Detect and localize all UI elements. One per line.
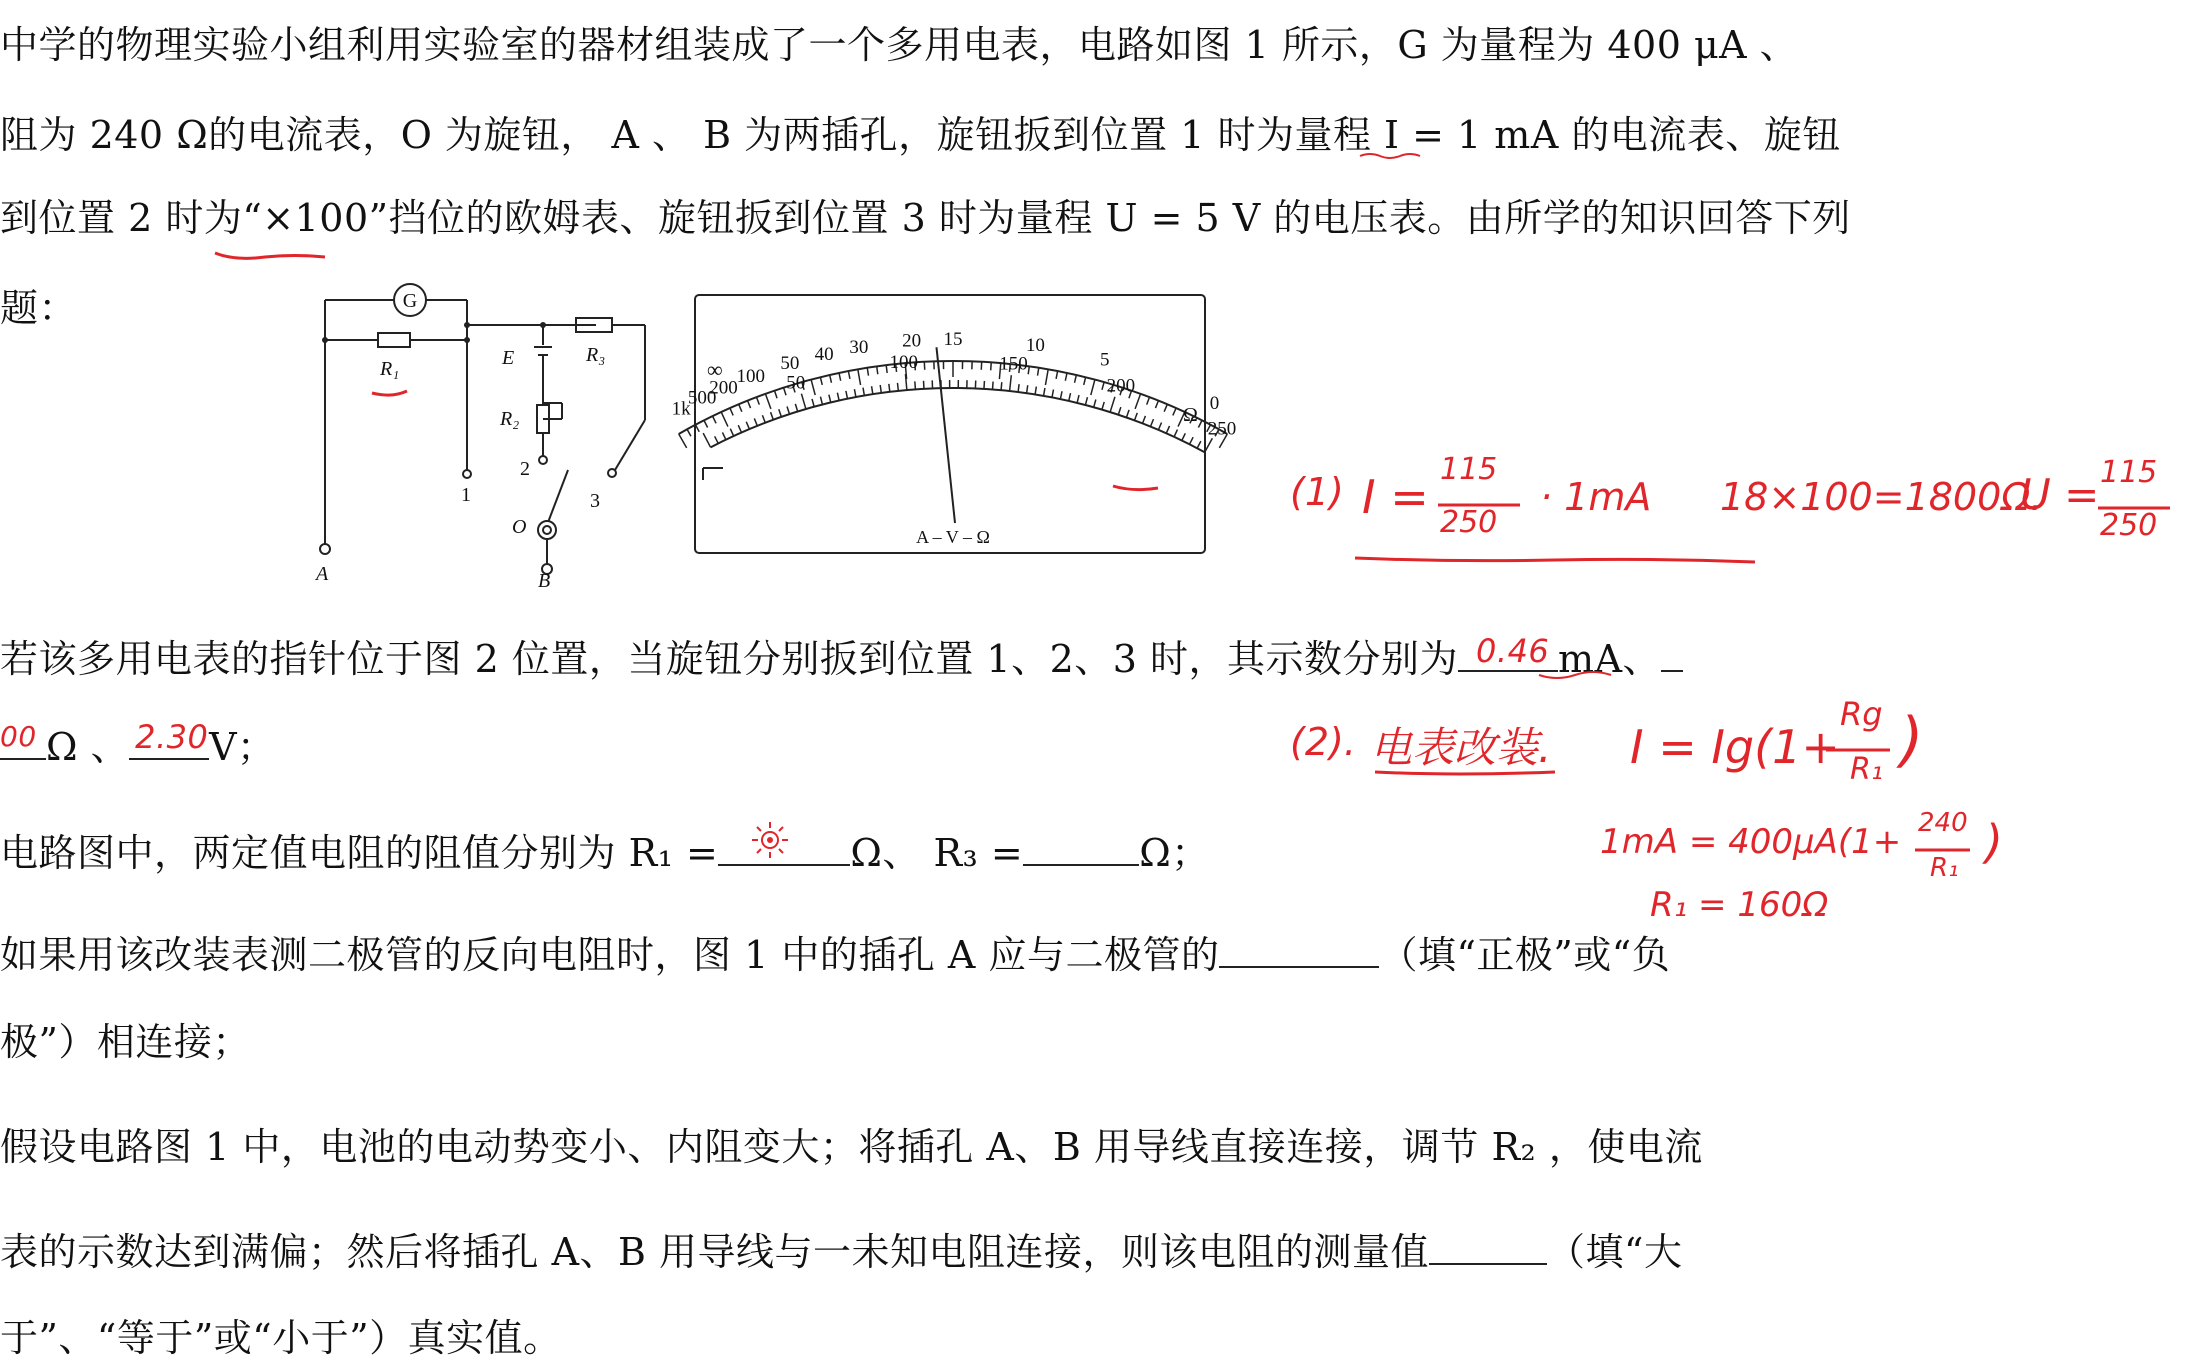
linear-tick-label: 50 — [786, 372, 806, 394]
q3-line: 如果用该改装表测二极管的反向电阻时，图 1 中的插孔 A 应与二极管的 （填“正极”或“负 — [0, 928, 1670, 980]
meter-dial — [671, 293, 1237, 555]
ohm-tick-label: 1k — [671, 398, 691, 420]
ohm-tick-label: 40 — [814, 343, 834, 365]
hw-part1-I: I = — [1362, 470, 1429, 524]
question-line-4: 题： — [0, 286, 78, 330]
meter-bottom-label: A – V – Ω — [916, 527, 990, 547]
ohm-tick-label: 100 — [736, 366, 766, 388]
blank-ans2[interactable] — [0, 720, 46, 760]
blank-measure[interactable] — [1429, 1225, 1547, 1265]
q4-line: 假设电路图 1 中，电池的电动势变小、内阻变大；将插孔 A、B 用导线直接连接，调节 R₂ ，使电流 — [0, 1125, 1703, 1169]
ohm-tick-label: 500 — [687, 387, 717, 409]
hw-part1-factor: · 1mA — [1540, 475, 1652, 519]
hw-part1-den: 250 — [1440, 505, 1498, 540]
label-pos3: 3 — [590, 490, 600, 512]
ohm-tick-label: 15 — [943, 329, 963, 350]
hw-ans1: 0.46 — [1476, 632, 1550, 670]
linear-tick — [1001, 382, 1002, 390]
q3-line-2: 极”）相连接； — [0, 1020, 251, 1064]
q2-line: 电路图中，两定值电阻的阻值分别为 R₁ = Ω、 R₃ = Ω； — [0, 826, 1210, 878]
label-A: A — [316, 563, 329, 585]
q1-line: 若该多用电表的指针位于图 2 位置，当旋钮分别扳到位置 1、2、3 时，其示数分别为 0.46 mA、 — [0, 632, 1683, 684]
hw-part1-U: U = — [2020, 470, 2100, 519]
ohm-tick-label: 30 — [849, 336, 869, 358]
linear-tick — [993, 382, 994, 390]
ohm-tick-label: 20 — [902, 330, 922, 352]
linear-tick — [1018, 384, 1019, 392]
ohm-tick — [679, 434, 687, 448]
underline-marks — [0, 0, 2188, 300]
hw-part2-line2-num: 240 — [1918, 808, 1968, 838]
hw-part1-label: (1) — [1290, 470, 1344, 514]
linear-tick-label: 200 — [1106, 375, 1136, 397]
blank-ans3[interactable] — [129, 720, 209, 760]
label-B: B — [538, 570, 551, 592]
hw-part1-ohm: 18×100=1800Ω. — [1720, 475, 2043, 519]
ohm-tick-label: 10 — [1025, 335, 1045, 357]
label-pos1: 1 — [461, 484, 471, 506]
hw-part1-uden: 250 — [2100, 508, 2158, 543]
hw-part2-strokes — [1370, 700, 2070, 880]
ohm-tick-label: 50 — [780, 352, 800, 374]
hw-part2-result: R₁ = 160Ω — [1650, 885, 1829, 925]
q4-line-3: 于”、“等于”或“小于”）真实值。 — [0, 1316, 562, 1360]
ohm-tick-label: 0 — [1209, 392, 1220, 414]
linear-tick — [915, 381, 916, 389]
hw-part2-frac-num: Rg — [1840, 695, 1883, 733]
label-pos2: 2 — [520, 458, 530, 480]
hw-part2-frac-den: R₁ — [1850, 752, 1883, 787]
q1-line-2: 00 Ω 、 2.30 V； — [0, 720, 276, 772]
hw-part1-strokes — [1350, 490, 2188, 570]
label-O: O — [512, 516, 527, 538]
mA-underline — [1535, 665, 1615, 685]
question-line-2: 阻为 240 Ω的电流表，O 为旋钮， A 、 B 为两插孔，旋钮扳到位置 1 时为量程 I = 1 mA 的电流表、旋钮 — [0, 113, 1841, 157]
hw-part2-line2-den: R₁ — [1930, 853, 1959, 883]
hw-ans3: 2.30 — [135, 718, 209, 756]
linear-tick — [889, 384, 890, 392]
ohm-tick — [687, 429, 691, 436]
hw-part1-unum: 115 — [2100, 455, 2158, 490]
label-R2: R₂ — [500, 408, 520, 430]
label-R1: R₁ — [380, 358, 400, 380]
hw-part2-line2: 1mA = 400μA(1+ — [1600, 822, 1902, 862]
question-line-3: 到位置 2 时为“×100”挡位的欧姆表、旋钮扳到位置 3 时为量程 U = 5 V 的电压表。由所学的知识回答下列 — [0, 196, 1851, 240]
question-line-1: 中学的物理实验小组利用实验室的器材组装成了一个多用电表，电路如图 1 所示，G 为量程为 400 μA 、 — [0, 23, 1799, 67]
linear-tick-label: 100 — [889, 352, 918, 374]
label-R3: R₃ — [586, 344, 606, 366]
hw-part2-line2-close: ) — [1985, 815, 2003, 869]
hw-part2-label: (2). — [1290, 720, 1356, 764]
hw-ans2: 00 — [0, 720, 37, 753]
hw-part2-close: ) — [1900, 705, 1924, 775]
inf-symbol: ∞ — [707, 357, 723, 382]
ohm-unit: Ω — [1183, 404, 1198, 426]
ohm-tick-label: 200 — [709, 377, 738, 399]
q4-line-2: 表的示数达到满偏；然后将插孔 A、B 用导线与一未知电阻连接，则该电阻的测量值 （填“大 — [0, 1225, 1682, 1277]
hw-part2-formula: I = Ig(1+ — [1630, 720, 1840, 774]
label-E: E — [502, 347, 515, 369]
linear-tick — [897, 383, 898, 391]
cursor-icon — [748, 818, 792, 862]
circuit-diagram — [310, 275, 660, 595]
linear-tick-label: 150 — [999, 353, 1028, 375]
label-G: G — [402, 290, 418, 312]
ohm-tick — [886, 365, 887, 373]
hw-part2-note: 电表改装. — [1370, 723, 1552, 772]
linear-tick-label: 250 — [1207, 418, 1237, 440]
ohm-tick — [991, 362, 992, 370]
blank-R3[interactable] — [1023, 826, 1139, 866]
blank-diode[interactable] — [1219, 928, 1379, 968]
ohm-tick-label: 5 — [1099, 349, 1110, 371]
hw-part1-num: 115 — [1440, 452, 1498, 487]
